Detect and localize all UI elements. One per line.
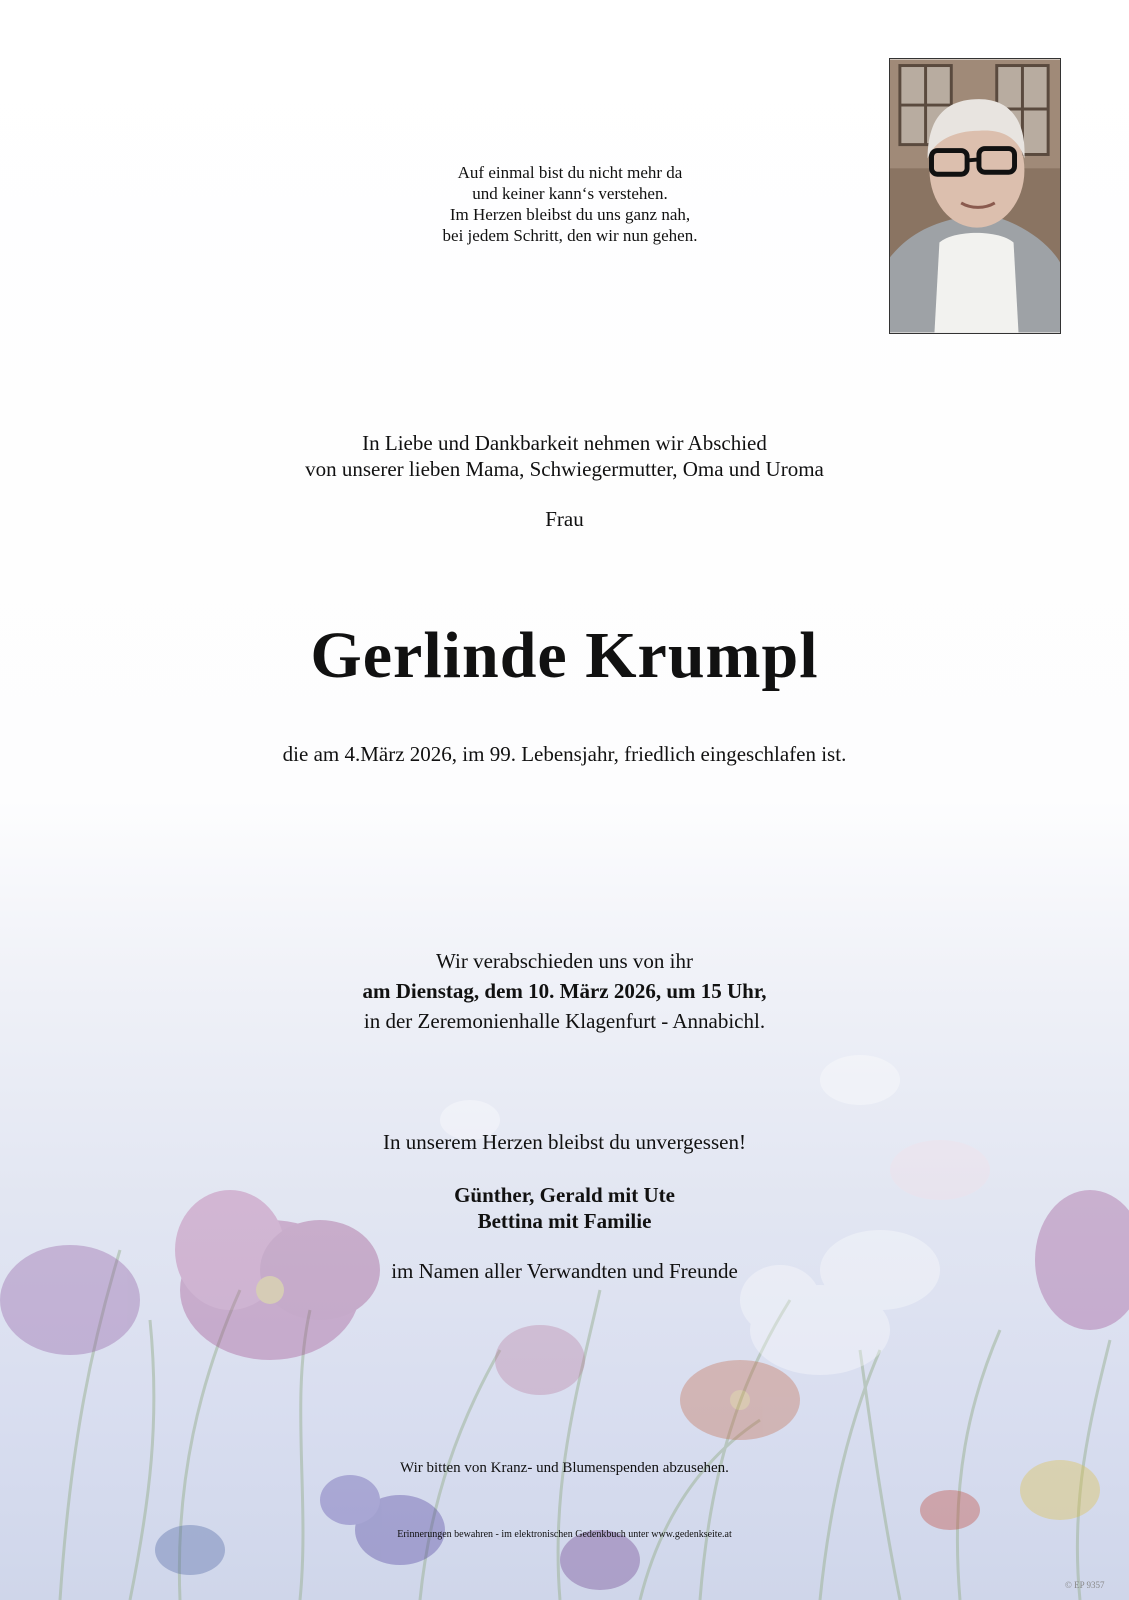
ceremony-location: in der Zeremonienhalle Klagenfurt - Annabichl. xyxy=(363,1009,766,1033)
family-line-1: Günther, Gerald mit Ute xyxy=(454,1183,675,1207)
intro-line-2: von unserer lieben Mama, Schwiegermutter, Oma und Uroma xyxy=(305,457,824,481)
portrait-image xyxy=(890,59,1060,333)
memorial-motto: In unserem Herzen bleibst du unvergessen! xyxy=(383,1130,746,1154)
portrait-photo xyxy=(889,58,1061,334)
verse-line: Auf einmal bist du nicht mehr da xyxy=(457,163,683,182)
ceremony-line-1: Wir verabschieden uns von ihr xyxy=(436,949,693,973)
salutation: Frau xyxy=(545,507,584,531)
intro-line-1: In Liebe und Dankbarkeit nehmen wir Abschied xyxy=(362,431,767,455)
ceremony-details xyxy=(0,946,1129,1036)
donation-request: Wir bitten von Kranz- und Blumenspenden abzusehen. xyxy=(400,1460,729,1476)
print-code: © EP 9357 xyxy=(1065,1580,1105,1590)
verse-line: bei jedem Schritt, den wir nun gehen. xyxy=(442,226,698,245)
deceased-name: Gerlinde Krumpl xyxy=(310,619,819,692)
relatives-line: im Namen aller Verwandten und Freunde xyxy=(391,1259,738,1283)
family-line-2: Bettina mit Familie xyxy=(477,1209,652,1233)
farewell-intro xyxy=(0,430,1129,482)
memorial-verse xyxy=(370,162,770,246)
guestbook-footer: Erinnerungen bewahren - im elektronischen Gedenkbuch unter www.gedenkseite.at xyxy=(397,1529,732,1540)
death-notice: die am 4.März 2026, im 99. Lebensjahr, friedlich eingeschlafen ist. xyxy=(282,742,847,766)
verse-line: Im Herzen bleibst du uns ganz nah, xyxy=(449,205,691,224)
verse-line: und keiner kann‘s verstehen. xyxy=(472,184,668,203)
family-names xyxy=(0,1182,1129,1234)
ceremony-date: am Dienstag, dem 10. März 2026, um 15 Uhr, xyxy=(362,979,767,1003)
